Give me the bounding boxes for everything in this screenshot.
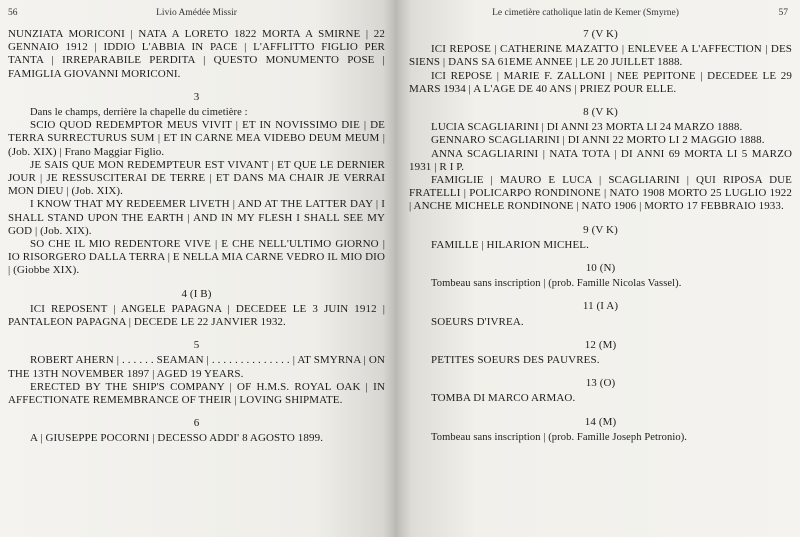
entry-12-text: PETITES SOEURS DES PAUVRES. bbox=[431, 354, 600, 367]
entry-heading: 12 (M) bbox=[584, 338, 617, 351]
entry-heading: 3 bbox=[193, 90, 200, 103]
entry-11-text: SOEURS D'IVREA. bbox=[431, 315, 524, 328]
left-header bbox=[8, 8, 385, 28]
entry-2-text: NUNZIATA MORICONI | NATA A LORETO 1822 MORTA A SMIRNE | 22 GENNAIO 1912 | IDDIO L'ABBIA IN PACE | L'AFFLITTO FIGLIO PER TANTA | IRREPARABILE PERDITA | QUESTO MONUMENTO POSE | FAMIGLIA GIOVANNI MORICONI. bbox=[8, 28, 385, 80]
entry-heading: 4 (I B) bbox=[181, 287, 212, 300]
entry-5-text: ROBERT AHERN | . . . . . . SEAMAN | . . . . . . . . . . . . . . | AT SMYRNA | ON THE 13TH NOVEMBER 1897 | AGED 19 YEARS. bbox=[8, 354, 385, 380]
entry-heading: 9 (V K) bbox=[583, 223, 618, 236]
entry-heading: 5 bbox=[193, 339, 200, 352]
entry-3-english: I KNOW THAT MY REDEEMER LIVETH | AND AT THE LATTER DAY | I SHALL STAND UPON THE EARTH | AND IN MY FLESH I SHALL SEE MY GOD | (Job. XIX). bbox=[8, 198, 385, 237]
left-body bbox=[8, 28, 385, 446]
right-body bbox=[409, 28, 792, 444]
entry-heading: 13 (O) bbox=[585, 377, 616, 390]
right-header bbox=[409, 8, 792, 28]
entry-13-text: TOMBA DI MARCO ARMAO. bbox=[431, 392, 576, 405]
right-page bbox=[395, 0, 800, 537]
entry-7-text-2: ICI REPOSE | MARIE F. ZALLONI | NEE PEPITONE | DECEDEE LE 29 MARS 1934 | A L'AGE DE 40 ANS | PRIEZ POUR ELLE. bbox=[409, 69, 792, 95]
entry-heading: 11 (I A) bbox=[582, 300, 619, 313]
entry-4-text: ICI REPOSENT | ANGELE PAPAGNA | DECEDEE LE 3 JUIN 1912 | PANTALEON PAPAGNA | DECEDE LE 22 JANVIER 1932. bbox=[8, 302, 385, 329]
page-number-right: 57 bbox=[778, 8, 788, 18]
entry-3-latin: SCIO QUOD REDEMPTOR MEUS VIVIT | ET IN NOVISSIMO DIE | DE TERRA SURRECTURUS SUM | ET IN CARNE MEA VIDEBO DEUM MEUM | (Job. XIX) | Frano Maggiar Figlio. bbox=[8, 119, 385, 158]
entry-9-text: FAMILLE | HILARION MICHEL. bbox=[431, 238, 589, 251]
entry-8-text-3: ANNA SCAGLIARINI | NATA TOTA | DI ANNI 69 MORTA LI 5 MARZO 1931 | R I P. bbox=[409, 147, 792, 173]
entry-3-italian: SO CHE IL MIO REDENTORE VIVE | E CHE NELL'ULTIMO GIORNO | IO RISORGERO DALLA TERRA | E NELLA MIA CARNE VEDRO IL MIO DIO | (Giobbe XIX). bbox=[8, 238, 385, 277]
entry-heading: 10 (N) bbox=[585, 262, 616, 275]
left-page bbox=[0, 0, 395, 537]
entry-3-french: JE SAIS QUE MON REDEMPTEUR EST VIVANT | ET QUE LE DERNIER JOUR | JE RESSUSCITERAI DE TERRE | ET DANS MA CHAIR JE VERRAI MON DIEU | (Job. XIX). bbox=[8, 158, 385, 198]
entry-heading: 6 bbox=[193, 417, 200, 430]
entry-heading: 14 (M) bbox=[584, 415, 617, 428]
entry-6-text: A | GIUSEPPE POCORNI | DECESSO ADDI' 8 AGOSTO 1899. bbox=[30, 432, 324, 445]
entry-7-text-1: ICI REPOSE | CATHERINE MAZATTO | ENLEVEE A L'AFFECTION | DES SIENS | DANS SA 61EME ANNEE | LE 20 JUILLET 1888. bbox=[409, 43, 792, 69]
page-number-left: 56 bbox=[8, 8, 18, 18]
running-head-left: Livio Amédée Missir bbox=[156, 8, 237, 18]
entry-14-text: Tombeau sans inscription | (prob. Famille Joseph Petronio). bbox=[431, 431, 688, 443]
entry-10-text: Tombeau sans inscription | (prob. Famille Nicolas Vassel). bbox=[431, 278, 682, 290]
entry-8-text-4: FAMIGLIE | MAURO E LUCA | SCAGLIARINI | QUI RIPOSA DUE FRATELLI | POLICARPO RONDINONE | NATO 1908 MORTO 25 LUGLIO 1922 | ANCHE MICHELE RONDINONE | NATO 1906 | MORTO 17 FEBBRAIO 1933. bbox=[409, 174, 792, 213]
entry-3-note: Dans le champs, derrière la chapelle du cimetière : bbox=[30, 107, 248, 119]
entry-heading: 8 (V K) bbox=[583, 106, 618, 119]
entry-8-text-1: LUCIA SCAGLIARINI | DI ANNI 23 MORTA LI 24 MARZO 1888. bbox=[431, 121, 743, 134]
entry-5-dedication: ERECTED BY THE SHIP'S COMPANY | OF H.M.S. ROYAL OAK | IN AFFECTIONATE REMEMBRANCE OF THEIR | LOVING SHIPMATE. bbox=[8, 380, 385, 407]
running-head-right: Le cimetière catholique latin de Kemer (Smyrne) bbox=[492, 8, 679, 18]
entry-heading: 7 (V K) bbox=[583, 28, 618, 40]
entry-8-text-2: GENNARO SCAGLIARINI | DI ANNI 22 MORTO LI 2 MAGGIO 1888. bbox=[431, 134, 765, 147]
